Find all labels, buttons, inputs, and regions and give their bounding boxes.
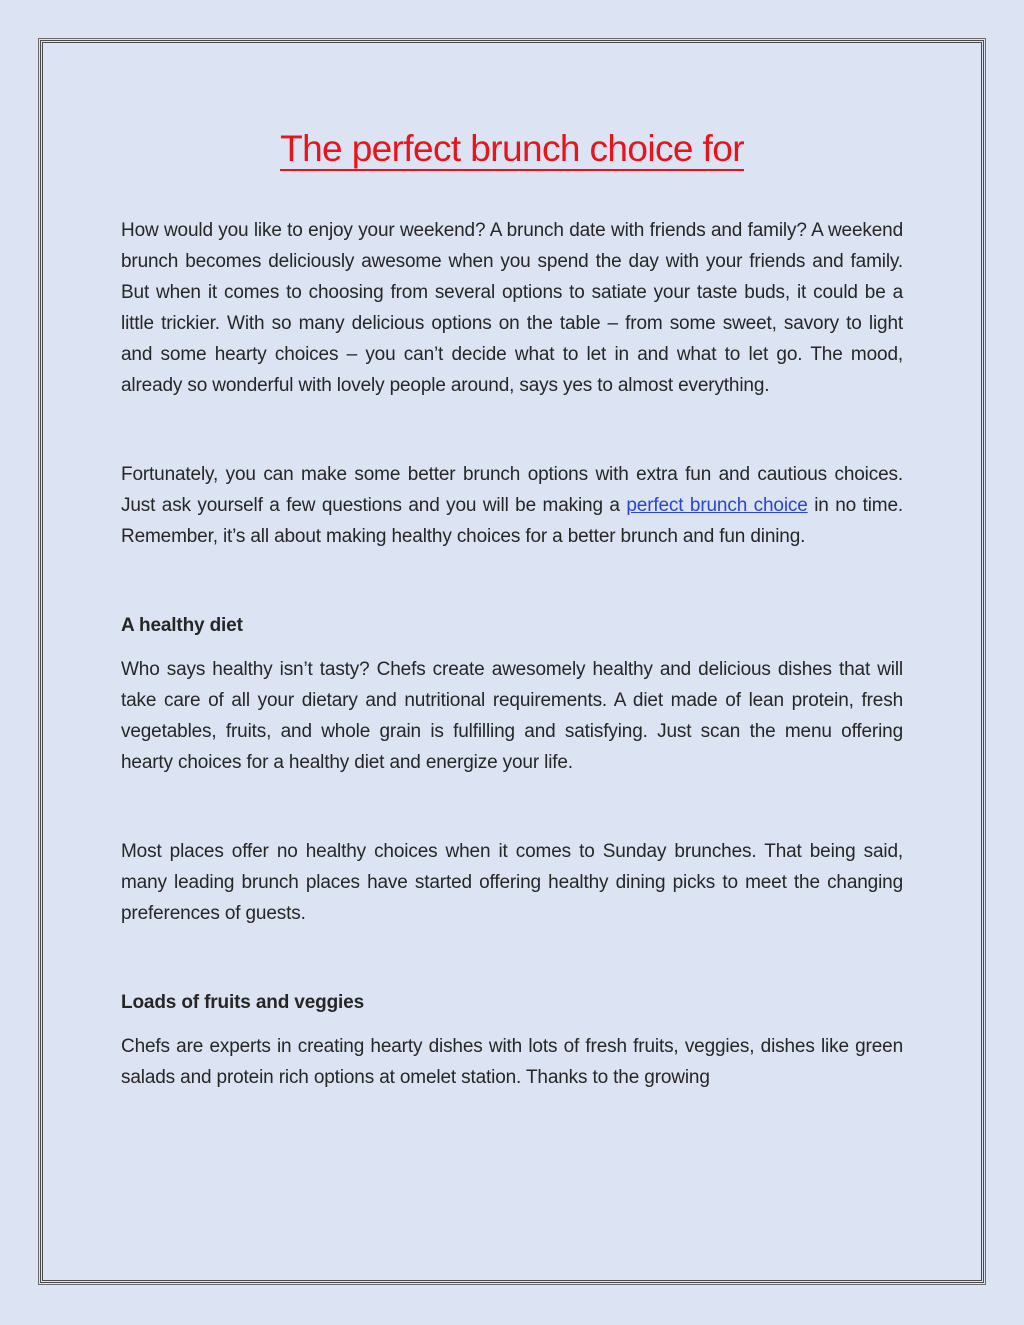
document-body [121, 215, 903, 1093]
paragraph-spacer [121, 552, 903, 610]
paragraph-chefs-experts: Chefs are experts in creating hearty dishes with lots of fresh fruits, veggies, dishes like green salads and protein rich options at omelet station. Thanks to the growing [121, 1036, 903, 1088]
section-heading-fruits-veggies: Loads of fruits and veggies [121, 992, 364, 1013]
paragraph-healthy-tasty: Who says healthy isn’t tasty? Chefs create awesomely healthy and delicious dishes that will take care of all your dietary and nutritional requirements. A diet made of lean protein, fresh vegetables, fruits, and whole grain is fulfilling and satisfying. Just scan the menu offering hearty choices for a healthy diet and energize your life. [121, 659, 903, 773]
paragraph-text: in no time. Remember, it’s all about making healthy choices for a better brunch and fun dining. [121, 495, 903, 547]
paragraph-intro: How would you like to enjoy your weekend? A brunch date with friends and family? A weekend brunch becomes deliciously awesome when you spend the day with your friends and family. But when it comes to choosing from several options to satiate your taste buds, it could be a little trickier. With so many delicious options on the table – from some sweet, savory to light and some hearty choices – you can’t decide what to let in and what to let go. The mood, already so wonderful with lovely people around, says yes to almost everything. [121, 220, 903, 396]
heading-spacer [121, 641, 903, 654]
paragraph-spacer [121, 401, 903, 459]
paragraph-text: Fortunately, you can make some better brunch options with extra fun and cautious choices. Just ask yourself a few questions and you will be making a [121, 464, 903, 516]
document-title [0, 124, 1024, 174]
paragraph-fortunately [121, 459, 903, 552]
paragraph-spacer [121, 778, 903, 836]
perfect-brunch-choice-link[interactable]: perfect brunch choice [626, 495, 808, 516]
document-title-text: The perfect brunch choice for [280, 128, 744, 169]
paragraph-spacer [121, 929, 903, 987]
paragraph-most-places: Most places offer no healthy choices when it comes to Sunday brunches. That being said, many leading brunch places have started offering healthy dining picks to meet the changing preferences of guests. [121, 841, 903, 924]
heading-spacer [121, 1018, 903, 1031]
section-heading-healthy-diet: A healthy diet [121, 615, 243, 636]
